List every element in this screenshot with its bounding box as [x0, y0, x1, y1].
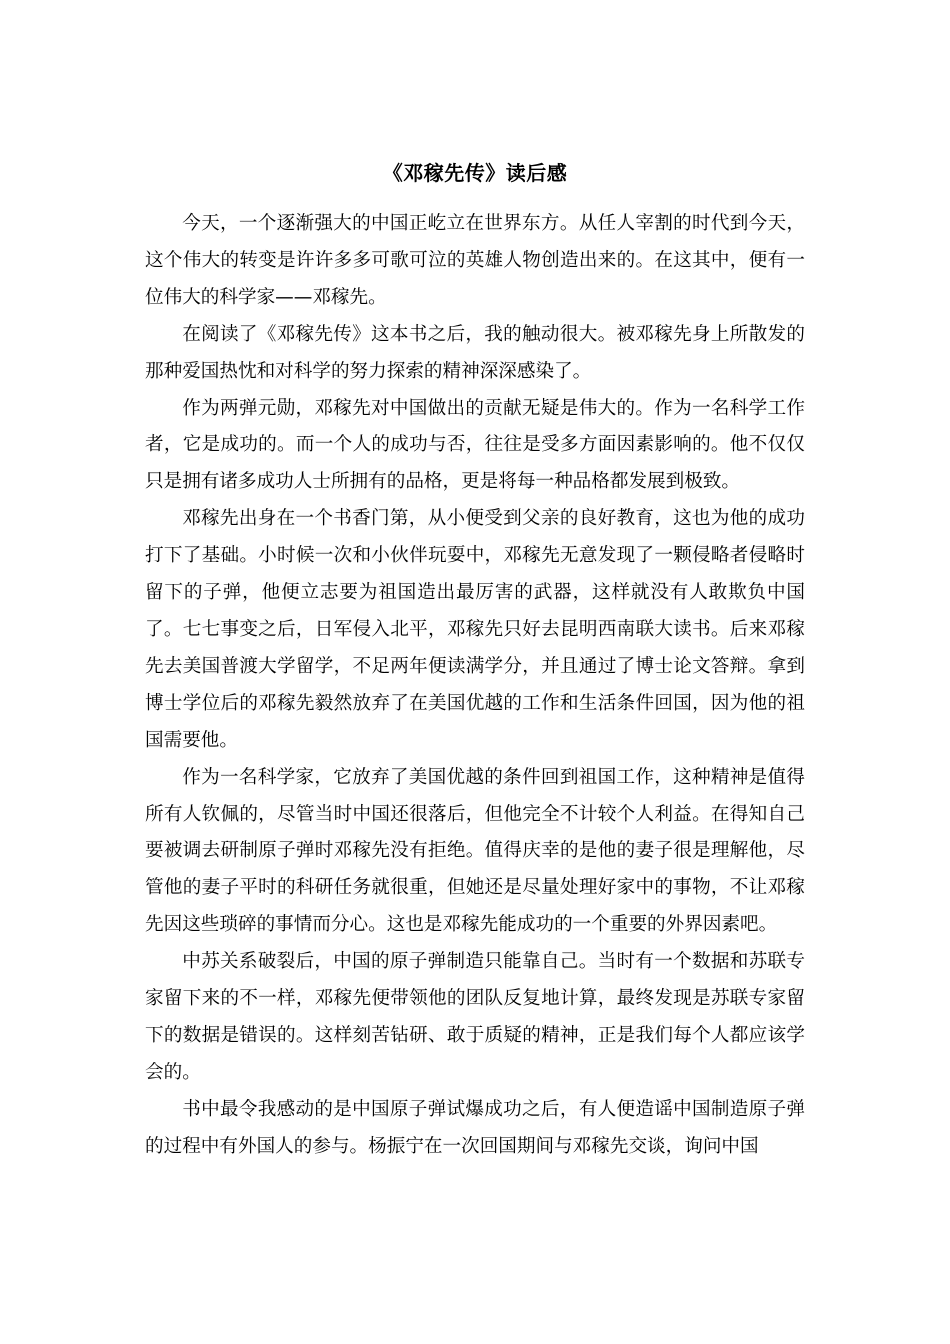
- paragraph-7: 书中最令我感动的是中国原子弹试爆成功之后，有人便造谣中国制造原子弹的过程中有外国人的参与。杨振宁在一次回国期间与邓稼先交谈，询问中国: [145, 1098, 805, 1157]
- document-title: 《邓稼先传》读后感: [382, 161, 568, 185]
- paragraph-2: 在阅读了《邓稼先传》这本书之后，我的触动很大。被邓稼先身上所散发的那种爱国热忱和对科学的努力探索的精神深深感染了。: [145, 323, 805, 382]
- document-page: [145, 156, 805, 1166]
- paragraph-5: 作为一名科学家，它放弃了美国优越的条件回到祖国工作，这种精神是值得所有人钦佩的，尽管当时中国还很落后，但他完全不计较个人利益。在得知自己要被调去研制原子弹时邓稼先没有拒绝。值得庆幸的是他的妻子很是理解他，尽管他的妻子平时的科研任务就很重，但她还是尽量处理好家中的事物，不让邓稼先因这些琐碎的事情而分心。这也是邓稼先能成功的一个重要的外界因素吧。: [145, 766, 805, 936]
- paragraph-6: 中苏关系破裂后，中国的原子弹制造只能靠自己。当时有一个数据和苏联专家留下来的不一样，邓稼先便带领他的团队反复地计算，最终发现是苏联专家留下的数据是错误的。这样刻苦钻研、敢于质疑的精神，正是我们每个人都应该学会的。: [145, 951, 805, 1083]
- paragraph-1: 今天，一个逐渐强大的中国正屹立在世界东方。从任人宰割的时代到今天，这个伟大的转变是许许多多可歌可泣的英雄人物创造出来的。在这其中，便有一位伟大的科学家——邓稼先。: [145, 213, 805, 308]
- paragraph-4: 邓稼先出身在一个书香门第，从小便受到父亲的良好教育，这也为他的成功打下了基础。小时候一次和小伙伴玩耍中，邓稼先无意发现了一颗侵略者侵略时留下的子弹，他便立志要为祖国造出最厉害的武器，这样就没有人敢欺负中国了。七七事变之后，日军侵入北平，邓稼先只好去昆明西南联大读书。后来邓稼先去美国普渡大学留学，不足两年便读满学分，并且通过了博士论文答辩。拿到博士学位后的邓稼先毅然放弃了在美国优越的工作和生活条件回国，因为他的祖国需要他。: [145, 508, 805, 751]
- paragraph-3: 作为两弹元勋，邓稼先对中国做出的贡献无疑是伟大的。作为一名科学工作者，它是成功的。而一个人的成功与否，往往是受多方面因素影响的。他不仅仅只是拥有诸多成功人士所拥有的品格，更是将每一种品格都发展到极致。: [145, 397, 805, 493]
